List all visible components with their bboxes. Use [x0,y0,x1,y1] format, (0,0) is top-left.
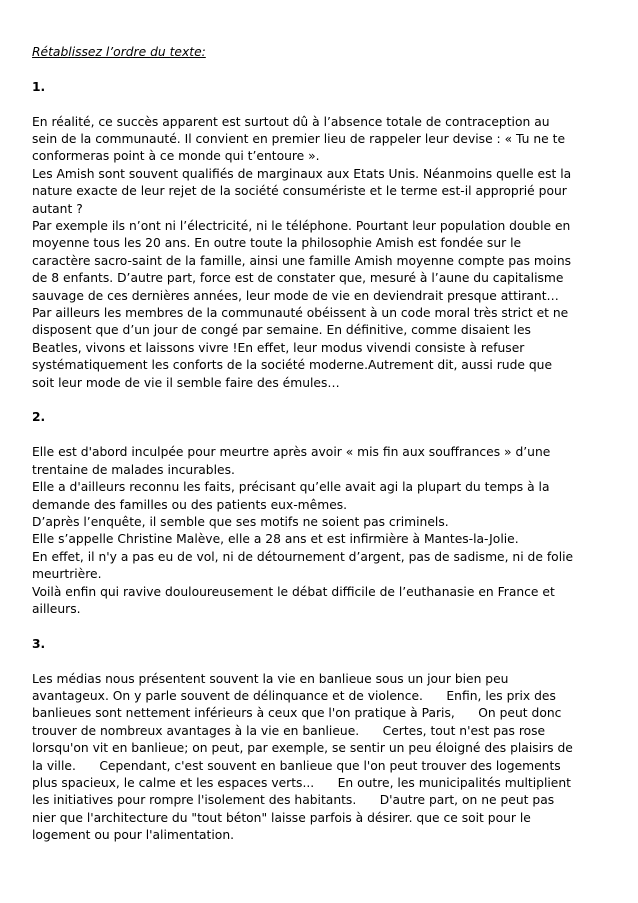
text-line: Elle est d'abord inculpée pour meurtre après avoir « mis fin aux souffrances » d’une [32,445,551,460]
instruction-heading: Rétablissez l’ordre du texte: [32,45,206,59]
text-line: disposent que d’un jour de congé par semaine. En définitive, comme disaient les [32,323,531,338]
text-line: Les Amish sont souvent qualifiés de marginaux aux Etats Unis. Néanmoins quelle est la [32,166,572,181]
text-line: trouver de nombreux avantages à la vie en banlieue. Certes, tout n'est pas rose [32,723,546,738]
text-line: ailleurs. [32,601,81,616]
section-3 [32,636,612,845]
text-line: demande des familles ou des patients eux-mêmes. [32,497,348,512]
text-line: Par ailleurs les membres de la communauté obéissent à un code moral très strict et ne [32,306,569,321]
text-line: Beatles, vivons et laissons vivre !En effet, leur modus vivendi consiste à refuser [32,340,525,355]
text-line: En réalité, ce succès apparent est surtout dû à l’absence totale de contraception au [32,114,550,129]
text-line: caractère sacro-saint de la famille, ainsi une famille Amish moyenne compte pas moins [32,253,572,268]
text-line: Les médias nous présentent souvent la vie en banlieue sous un jour bien peu [32,671,509,686]
text-line: sein de la communauté. Il convient en premier lieu de rappeler leur devise : « Tu ne te [32,132,566,146]
text-line: D’après l’enquête, il semble que ses motifs ne soient pas criminels. [32,514,449,529]
section-2 [32,409,612,618]
text-line: plus spacieux, le calme et les espaces verts... En outre, les municipalités multiplient [32,775,571,790]
text-line: banlieues sont nettement inférieurs à ceux que l'on pratique à Paris, On peut donc [32,706,562,721]
document-page [32,44,612,845]
text-line: logement ou pour l'alimentation. [32,828,235,843]
text-line: avantageux. On y parle souvent de délinquance et de violence. Enfin, les prix des [32,688,556,703]
section-text [32,444,612,618]
text-line: moyenne tous les 20 ans. En outre toute la philosophie Amish est fondée sur le [32,236,522,251]
section-number: 3. [32,636,46,651]
text-line: les initiatives pour rompre l'isolement des habitants. D'autre part, on ne peut pas [32,793,555,808]
text-line: En effet, il n'y a pas eu de vol, ni de détournement d’argent, pas de sadisme, ni de folie [32,549,574,564]
section-text [32,114,612,393]
text-line: la ville. Cependant, c'est souvent en banlieue que l'on peut trouver des logements [32,758,561,773]
text-line: Voilà enfin qui ravive douloureusement le débat difficile de l’euthanasie en France et [32,584,555,599]
text-line: autant ? [32,201,83,216]
text-line: Par exemple ils n’ont ni l’électricité, ni le téléphone. Pourtant leur population double en [32,219,571,234]
text-line: Elle s’appelle Christine Malève, elle a 28 ans et est infirmière à Mantes-la-Jolie. [32,532,519,547]
text-line: sauvage de ces dernières années, leur mode de vie en deviendrait presque attirant… [32,288,559,303]
section-text [32,671,612,845]
text-line: systématiquement les conforts de la société moderne.Autrement dit, aussi rude que [32,358,553,373]
text-line: nature exacte de leur rejet de la société consumériste et le terme est-il approprié pour [32,184,567,199]
text-line: trentaine de malades incurables. [32,462,235,477]
section-number: 2. [32,410,46,425]
text-line: soit leur mode de vie il semble faire des émules… [32,375,340,390]
text-line: de 8 enfants. D’autre part, force est de constater que, mesuré à l’aune du capitalisme [32,271,564,286]
text-line: lorsqu'on vit en banlieue; on peut, par exemple, se sentir un peu éloigné des plaisirs de [32,741,573,756]
section-number: 1. [32,79,46,94]
text-line: conformeras point à ce monde qui t’entoure ». [32,149,320,164]
text-line: Elle a d'ailleurs reconnu les faits, précisant qu’elle avait agi la plupart du temps à la [32,480,550,495]
text-line: meurtrière. [32,567,102,582]
text-line: nier que l'architecture du "tout béton" laisse parfois à désirer. que ce soit pour le [32,810,531,825]
section-1 [32,79,612,392]
